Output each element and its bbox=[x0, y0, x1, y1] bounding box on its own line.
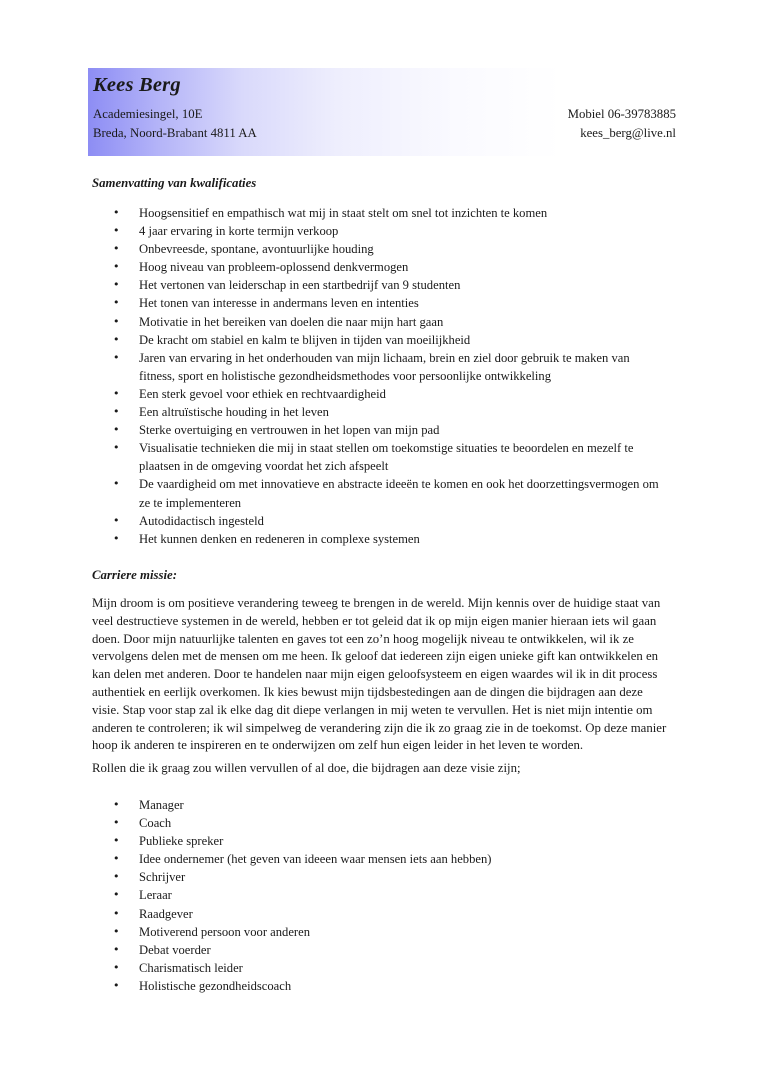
email-address: kees_berg@live.nl bbox=[580, 126, 676, 140]
list-item: • Raadgever bbox=[108, 905, 688, 923]
list-item: • Visualisatie technieken die mij in staat stellen om toekomstige situaties te beoordelen en mezelf te plaatsen in de omgeving voordat het zich afspeelt bbox=[108, 439, 688, 475]
list-item: • Leraar bbox=[108, 886, 688, 904]
list-item: • Autodidactisch ingesteld bbox=[108, 512, 688, 530]
list-item: • Manager bbox=[108, 796, 688, 814]
list-item: • Schrijver bbox=[108, 868, 688, 886]
list-item: • Hoogsensitief en empathisch wat mij in staat stelt om snel tot inzichten te komen bbox=[108, 204, 688, 222]
list-item: • De vaardigheid om met innovatieve en abstracte ideeën te komen en ook het doorzettingsvermogen om ze te implementeren bbox=[108, 475, 688, 511]
list-item: • Hoog niveau van probleem-oplossend denkvermogen bbox=[108, 258, 688, 276]
list-item: • Debat voerder bbox=[108, 941, 688, 959]
list-item: • Onbevreesde, spontane, avontuurlijke houding bbox=[108, 240, 688, 258]
roles-intro: Rollen die ik graag zou willen vervullen of al doe, die bijdragen aan deze visie zijn; bbox=[92, 761, 521, 775]
list-item: • Een altruïstische houding in het leven bbox=[108, 403, 688, 421]
list-item: • Charismatisch leider bbox=[108, 959, 688, 977]
person-name: Kees Berg bbox=[93, 74, 181, 96]
address-line-1: Academiesingel, 10E bbox=[93, 107, 203, 121]
list-item: • De kracht om stabiel en kalm te blijven in tijden van moeilijkheid bbox=[108, 331, 688, 349]
list-item: • Holistische gezondheidscoach bbox=[108, 977, 688, 995]
address-line-2: Breda, Noord-Brabant 4811 AA bbox=[93, 126, 257, 140]
list-item: • 4 jaar ervaring in korte termijn verkoop bbox=[108, 222, 688, 240]
list-item: • Coach bbox=[108, 814, 688, 832]
list-item: • Publieke spreker bbox=[108, 832, 688, 850]
list-item: • Het kunnen denken en redeneren in complexe systemen bbox=[108, 530, 688, 548]
list-item: • Motiverend persoon voor anderen bbox=[108, 923, 688, 941]
list-item: • Motivatie in het bereiken van doelen die naar mijn hart gaan bbox=[108, 313, 688, 331]
phone-number: Mobiel 06-39783885 bbox=[567, 107, 676, 121]
roles-list bbox=[108, 796, 688, 995]
career-mission-heading: Carriere missie: bbox=[92, 568, 177, 582]
qualifications-heading: Samenvatting van kwalificaties bbox=[92, 176, 257, 190]
list-item: • Idee ondernemer (het geven van ideeen waar mensen iets aan hebben) bbox=[108, 850, 688, 868]
list-item: • Het tonen van interesse in andermans leven en intenties bbox=[108, 294, 688, 312]
career-mission-paragraph: Mijn droom is om positieve verandering teweeg te brengen in de wereld. Mijn kennis over de huidige staat van veel destructieve systemen in de wereld, hebben er tot geleid dat ik op mijn eigen manier hieraan iets wil gaan doen. Door mijn natuurlijke talenten en gaves tot een zo’n hoog mogelijk niveau te ontwikkelen, wil ik ze vervolgens delen met de mensen om me heen. Ik geloof dat iedereen zijn eigen unieke gift kan ontwikkelen en kan delen met anderen. Door te handelen naar mijn eigen geloofsysteem en eigen waardes wil ik in dit process authentiek en eerlijk overkomen. Ik kies bewust mijn tijdsbestedingen aan de dingen die bijdragen aan deze visie. Stap voor stap zal ik elke dag dit diepe verlangen in mij weten te vervullen. Het is niet mijn intentie om anderen te controleren; ik wil simpelweg de verandering zijn die ik zo graag zie in de toekomst. Op deze manier hoop ik anderen te inspireren en te onderwijzen om zelf hun eigen leider in het leven te worden. bbox=[92, 596, 667, 753]
qualifications-list bbox=[108, 204, 688, 548]
list-item: • Een sterk gevoel voor ethiek en rechtvaardigheid bbox=[108, 385, 688, 403]
list-item: • Het vertonen van leiderschap in een startbedrijf van 9 studenten bbox=[108, 276, 688, 294]
list-item: • Sterke overtuiging en vertrouwen in het lopen van mijn pad bbox=[108, 421, 688, 439]
resume-header bbox=[88, 68, 680, 156]
list-item: • Jaren van ervaring in het onderhouden van mijn lichaam, brein en ziel door gebruik te maken van fitness, sport en holistische gezondheidsmethodes voor persoonlijke ontwikkeling bbox=[108, 349, 688, 385]
